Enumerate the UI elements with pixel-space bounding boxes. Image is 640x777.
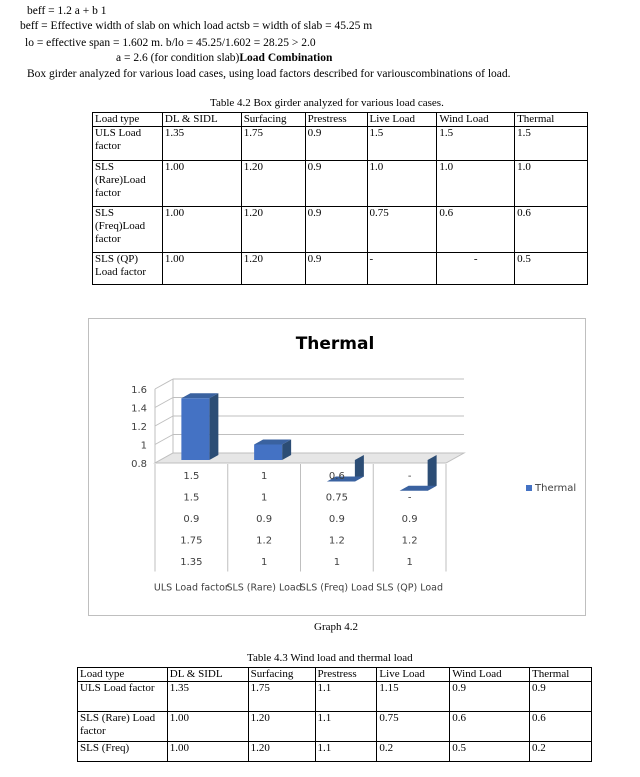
data-table-value: 1: [406, 557, 413, 568]
category-label: SLS (QP) Load: [376, 582, 444, 594]
data-table-value: 1.2: [401, 535, 418, 547]
data-table-value: 0.9: [401, 514, 418, 525]
table-cell: 1.20: [241, 161, 305, 207]
gridline-depth: [155, 416, 173, 426]
chart-frame: [88, 318, 586, 616]
data-table-value: 0.9: [183, 514, 200, 525]
table43-header-row: [78, 668, 592, 682]
table-row: [93, 253, 588, 285]
data-table-value: 1: [260, 492, 268, 504]
header-cell: Surfacing: [248, 668, 315, 682]
header-cell: Wind Load: [450, 668, 530, 682]
table-cell: 0.6: [450, 712, 530, 742]
header-cell: Thermal: [515, 113, 588, 127]
data-table-value: 0.75: [325, 492, 349, 504]
table-cell: 0.6: [437, 207, 515, 253]
table42-header-row: [93, 113, 588, 127]
legend-label: Thermal: [535, 483, 577, 494]
table-cell: 0.9: [305, 127, 367, 161]
bar-side: [209, 393, 218, 460]
header-cell: Live Load: [377, 668, 450, 682]
data-table-value: 1: [260, 557, 268, 568]
header-cell: Live Load: [367, 113, 437, 127]
header-cell: Load type: [78, 668, 168, 682]
table-cell: 1.35: [162, 127, 241, 161]
table43-caption: Table 4.3 Wind load and thermal load: [247, 652, 413, 664]
table-row: [78, 682, 592, 712]
data-table-value: 1.75: [180, 535, 203, 547]
table-cell: ULS Load factor: [78, 682, 168, 712]
header-cell: Prestress: [305, 113, 367, 127]
table-cell: SLS (Freq): [78, 742, 168, 762]
table-cell: 1.1: [315, 712, 377, 742]
data-table-value: 1: [333, 557, 341, 568]
header-cell: DL & SIDL: [167, 668, 248, 682]
definition-a-text: a = 2.6 (for condition slab): [116, 52, 240, 64]
table42-caption: Table 4.2 Box girder analyzed for various load cases.: [210, 97, 444, 109]
table-cell: 1.35: [167, 682, 248, 712]
header-cell: Load type: [93, 113, 163, 127]
bar-side: [428, 455, 437, 491]
data-table-value: 0.9: [328, 514, 345, 525]
data-table-value: 1.5: [183, 492, 200, 504]
data-table-value: 1.2: [256, 535, 273, 547]
table-cell: 1.1: [315, 742, 377, 762]
table-cell: 1.00: [162, 161, 241, 207]
table-cell: 1.20: [241, 253, 305, 285]
table-cell: 1.1: [315, 682, 377, 712]
table-cell: SLS (Freq)Load factor: [93, 207, 163, 253]
header-cell: Wind Load: [437, 113, 515, 127]
definition-a: [116, 51, 332, 65]
table-cell: ULS Load factor: [93, 127, 163, 161]
table-cell: 0.9: [530, 682, 592, 712]
data-table-value: -: [407, 471, 412, 482]
definition-lo: lo = effective span = 1.602 m. b/lo = 45.25/1.602 = 28.25 > 2.0: [25, 37, 316, 49]
table-cell: 1.20: [241, 207, 305, 253]
table-cell: 1.20: [248, 712, 315, 742]
definition-beff: beff = Effective width of slab on which load actsb = width of slab = 45.25 m: [20, 20, 373, 32]
table-cell: 1.00: [162, 253, 241, 285]
table-cell: 0.2: [377, 742, 450, 762]
header-cell: Prestress: [315, 668, 377, 682]
table-cell: -: [367, 253, 437, 285]
header-cell: DL & SIDL: [162, 113, 241, 127]
table-row: [93, 161, 588, 207]
table-cell: 0.6: [515, 207, 588, 253]
table-row: [93, 127, 588, 161]
table-cell: 1.5: [437, 127, 515, 161]
table43: [77, 667, 592, 762]
table-cell: 0.9: [450, 682, 530, 712]
bar-front: [181, 398, 209, 460]
bar: [181, 393, 218, 460]
data-table-value: 1.35: [180, 557, 203, 568]
y-tick-label: 1: [140, 440, 147, 452]
table-cell: 1.0: [515, 161, 588, 207]
table-cell: 1.00: [167, 712, 248, 742]
gridline-depth: [155, 398, 173, 408]
legend-swatch: [526, 485, 532, 491]
table-cell: 0.6: [530, 712, 592, 742]
category-label: SLS (Rare) Load: [226, 582, 302, 594]
data-table-value: 1.5: [183, 471, 200, 482]
data-table-value: 1: [260, 471, 268, 482]
bar-front: [254, 445, 282, 461]
y-tick-label: 1.4: [131, 403, 147, 415]
table-cell: SLS (Rare)Load factor: [93, 161, 163, 207]
table-cell: 1.00: [162, 207, 241, 253]
category-label: ULS Load factor: [153, 582, 229, 594]
table-cell: 0.9: [305, 161, 367, 207]
table-cell: 1.5: [367, 127, 437, 161]
data-table-value: 1.2: [328, 535, 345, 547]
thermal-chart: [89, 319, 585, 615]
table-cell: 1.20: [248, 742, 315, 762]
table-cell: 1.00: [167, 742, 248, 762]
table-cell: 0.9: [305, 207, 367, 253]
data-table-value: -: [407, 492, 412, 504]
table-cell: 1.0: [367, 161, 437, 207]
table42: [92, 112, 588, 285]
bar-top: [400, 486, 437, 491]
table-row: [93, 207, 588, 253]
table-cell: 0.5: [450, 742, 530, 762]
section-heading: Load Combination: [239, 52, 333, 64]
table-cell: -: [437, 253, 515, 285]
table-cell: 1.75: [248, 682, 315, 712]
table-cell: 0.75: [377, 712, 450, 742]
table-cell: 0.75: [367, 207, 437, 253]
table-row: [78, 712, 592, 742]
gridline-depth: [155, 435, 173, 445]
data-table-value: 0.9: [256, 514, 273, 525]
y-tick-label: 1.2: [131, 422, 147, 433]
graph-caption: Graph 4.2: [314, 621, 358, 633]
chart-title: Thermal: [295, 334, 375, 354]
gridline-depth: [155, 379, 173, 389]
table-cell: 0.9: [305, 253, 367, 285]
formula-beff: beff = 1.2 a + b 1: [27, 5, 107, 17]
table-row: [78, 742, 592, 762]
table-cell: 0.5: [515, 253, 588, 285]
table-cell: 0.2: [530, 742, 592, 762]
y-tick-label: 1.6: [131, 385, 147, 396]
header-cell: Thermal: [530, 668, 592, 682]
header-cell: Surfacing: [241, 113, 305, 127]
y-tick-label: 0.8: [131, 459, 147, 470]
data-table-value: 0.6: [328, 471, 345, 482]
table-cell: SLS (QP) Load factor: [93, 253, 163, 285]
table-cell: 1.15: [377, 682, 450, 712]
table-cell: 1.5: [515, 127, 588, 161]
category-label: SLS (Freq) Load: [299, 582, 374, 594]
bar: [254, 440, 291, 461]
intro-paragraph: Box girder analyzed for various load cases, using load factors described for variouscombinations of load.: [27, 68, 511, 80]
table-cell: 1.75: [241, 127, 305, 161]
table-cell: SLS (Rare) Load factor: [78, 712, 168, 742]
table-cell: 1.0: [437, 161, 515, 207]
